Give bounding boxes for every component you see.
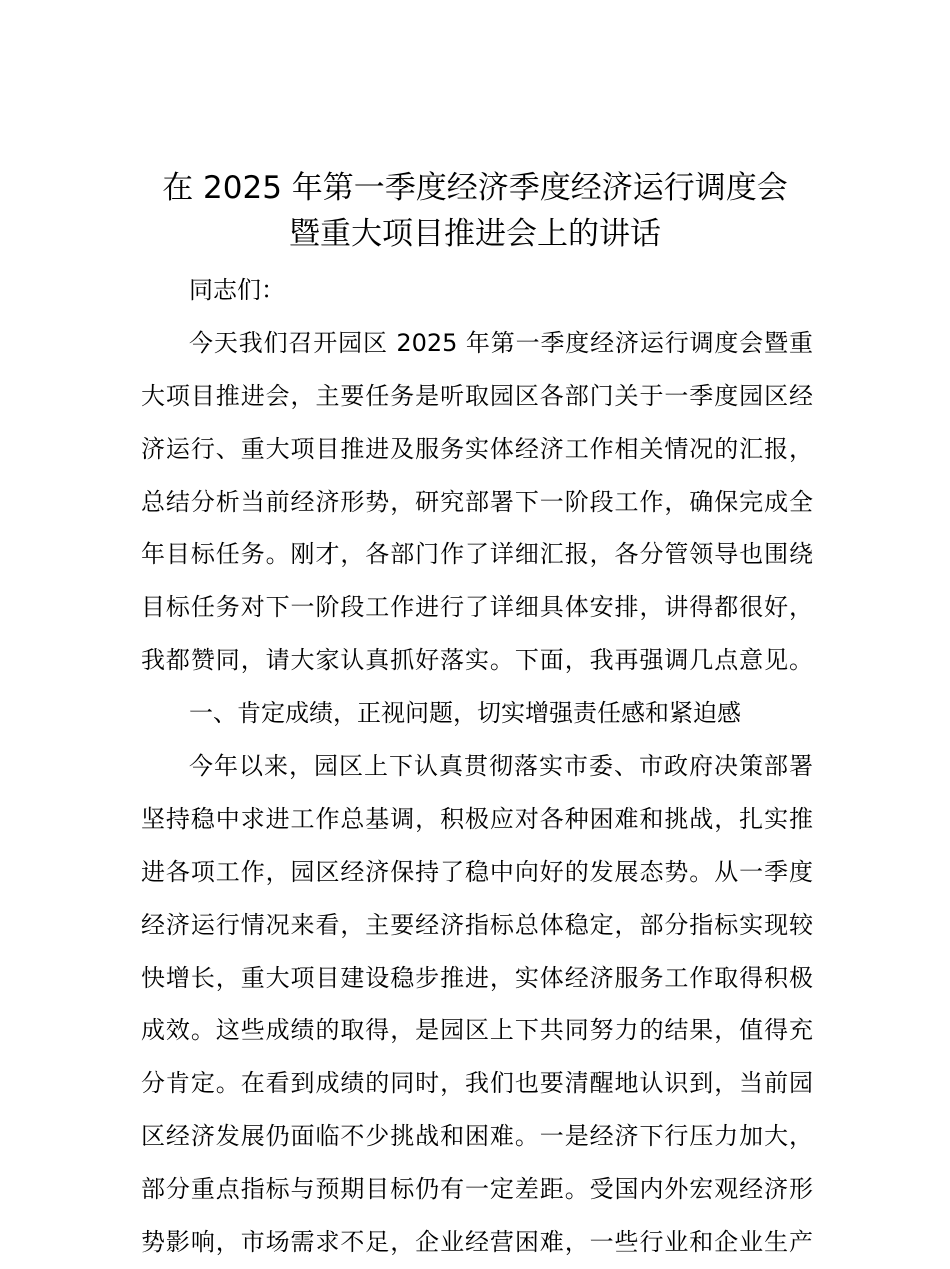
paragraph-line: 经济运行情况来看，主要经济指标总体稳定，部分指标实现较	[141, 910, 813, 939]
paragraph-line: 我都赞同，请大家认真抓好落实。下面，我再强调几点意见。	[141, 646, 813, 675]
paragraph-line: 大项目推进会，主要任务是听取园区各部门关于一季度园区经	[141, 381, 813, 410]
paragraph-line: 成效。这些成绩的取得，是园区上下共同努力的结果，值得充	[141, 1016, 813, 1045]
paragraph-line: 区经济发展仍面临不少挑战和困难。一是经济下行压力加大，	[141, 1122, 813, 1151]
paragraph-line: 分肯定。在看到成绩的同时，我们也要清醒地认识到，当前园	[141, 1069, 813, 1098]
paragraph-line: 今天我们召开园区 2025 年第一季度经济运行调度会暨重	[189, 328, 813, 357]
paragraph-line: 坚持稳中求进工作总基调，积极应对各种困难和挑战，扎实推	[141, 804, 813, 833]
paragraph-line: 济运行、重大项目推进及服务实体经济工作相关情况的汇报，	[141, 434, 813, 463]
paragraph-line: 势影响，市场需求不足，企业经营困难，一些行业和企业生产	[141, 1228, 813, 1257]
paragraph-line: 进各项工作，园区经济保持了稳中向好的发展态势。从一季度	[141, 857, 813, 886]
section-heading: 一、肯定成绩，正视问题，切实增强责任感和紧迫感	[189, 699, 741, 728]
paragraph-line: 总结分析当前经济形势，研究部署下一阶段工作，确保完成全	[141, 487, 813, 516]
paragraph-line: 年目标任务。刚才，各部门作了详细汇报，各分管领导也围绕	[141, 540, 813, 569]
document-title-line-2: 暨重大项目推进会上的讲话	[289, 216, 661, 252]
paragraph-line: 目标任务对下一阶段工作进行了详细具体安排，讲得都很好，	[141, 593, 813, 622]
document-body	[141, 264, 813, 1269]
salutation: 同志们：	[189, 276, 285, 304]
document-title-line-1: 在 2025 年第一季度经济季度经济运行调度会	[162, 170, 788, 206]
paragraph-line: 今年以来，园区上下认真贯彻落实市委、市政府决策部署	[189, 752, 813, 781]
paragraph-line: 部分重点指标与预期目标仍有一定差距。受国内外宏观经济形	[141, 1175, 813, 1204]
paragraph-line: 快增长，重大项目建设稳步推进，实体经济服务工作取得积极	[141, 963, 813, 992]
